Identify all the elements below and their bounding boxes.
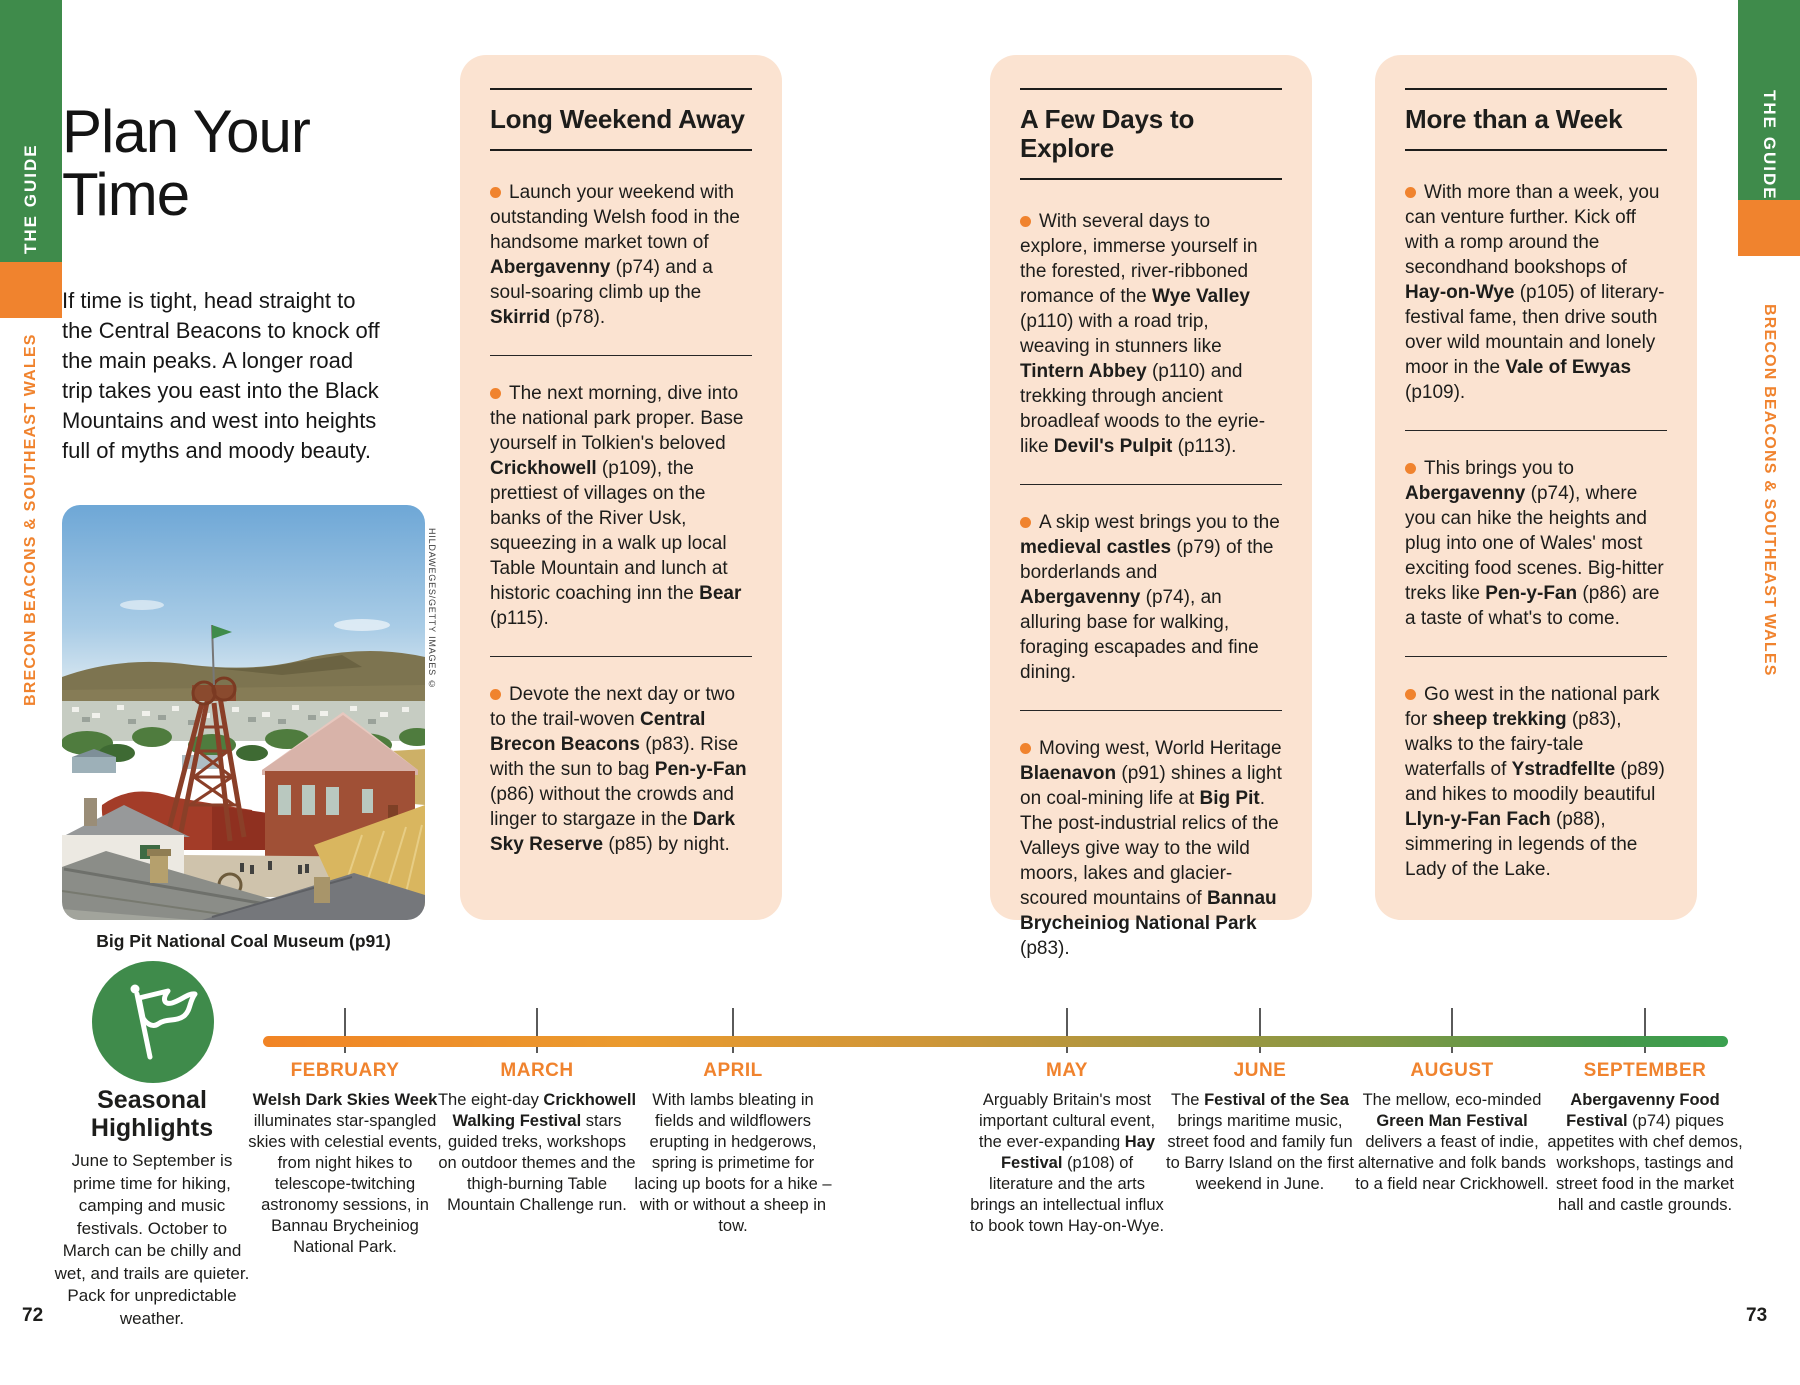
season-timeline-bar [263, 1036, 1728, 1047]
card-header [1020, 88, 1282, 180]
card-title: More than a Week [1405, 104, 1623, 134]
month-label: AUGUST [1410, 1060, 1494, 1081]
card-more-than-week [1375, 55, 1697, 920]
month-text: The eight-day Crickhowell Walking Festival stars guided treks, workshops on outdoor themes and the thigh-burning Table Mountain Challenge run. [437, 1091, 637, 1214]
month-may [967, 1060, 1167, 1237]
seasonal-body: June to September is prime time for hiking, camping and music festivals. October to March can be chilly and wet, and trails are quieter. Pack for unpredictable weather. [54, 1151, 250, 1328]
month-label: MARCH [500, 1060, 574, 1081]
month-text: The Festival of the Sea brings maritime music, street food and family fun to Barry Island on the first weekend in June. [1165, 1091, 1354, 1193]
card-title: A Few Days to Explore [1020, 104, 1195, 163]
page-number-left: 72 [22, 1305, 44, 1326]
month-september [1545, 1060, 1745, 1216]
right-orange-square [1738, 200, 1800, 256]
intro-paragraph: If time is tight, head straight to the Central Beacons to knock off the main peaks. A longer road trip takes you east into the Black Mountains and west into heights full of myths and moody beauty. [62, 288, 380, 463]
card-body [490, 155, 752, 857]
month-april [633, 1060, 833, 1237]
bullet-dot-icon [1020, 216, 1031, 227]
month-label: SEPTEMBER [1583, 1060, 1707, 1081]
month-text: The mellow, eco-minded Green Man Festival delivers a feast of indie, alternative and folk bands to a field near Crickhowell. [1355, 1091, 1549, 1193]
card-title: Long Weekend Away [490, 104, 745, 134]
card-bullet: With more than a week, you can venture further. Kick off with a romp around the secondhand bookshops of Hay-on-Wye (p105) of literary-festival fame, then drive south over wild mountain and lonely moor in the Vale of Ewyas (p109). [1405, 182, 1665, 403]
month-label: JUNE [1233, 1060, 1287, 1081]
bullet-dot-icon [1020, 743, 1031, 754]
card-long-weekend [460, 55, 782, 920]
card-bullet: With several days to explore, immerse yourself in the forested, river-ribboned romance of the Wye Valley (p110) with a road trip, weaving in stunners like Tintern Abbey (p110) and trekking through ancient broadleaf woods to the eyrie-like Devil's Pulpit (p113). [1020, 211, 1266, 457]
bullet-dot-icon [1405, 689, 1416, 700]
bullet-dot-icon [1405, 463, 1416, 474]
card-header [490, 88, 752, 151]
bullet-dot-icon [490, 689, 501, 700]
month-label: FEBRUARY [290, 1060, 400, 1081]
month-label: MAY [1046, 1060, 1088, 1081]
month-label: APRIL [703, 1060, 763, 1081]
card-few-days [990, 55, 1312, 959]
card-bullet: Moving west, World Heritage Blaenavon (p91) shines a light on coal-mining life at Big Pit. The post-industrial relics of the Valleys give way to the wild moors, lakes and glacier-scoured mountains of Bannau Brycheiniog National Park (p83). [1020, 710, 1282, 961]
bullet-dot-icon [1405, 187, 1416, 198]
right-region-label: BRECON BEACONS & SOUTHEAST WALES [1761, 303, 1778, 677]
bullet-dot-icon [490, 187, 501, 198]
card-bullet: The next morning, dive into the national park proper. Base yourself in Tolkien's beloved Crickhowell (p109), the prettiest of villages on the banks of the River Usk, squeezing in a walk up local Table Mountain and lunch at historic coaching inn the Bear (p115). [490, 355, 752, 631]
card-body [1405, 155, 1667, 882]
left-guide-label: THE GUIDE [21, 143, 40, 255]
card-bullet: This brings you to Abergavenny (p74), where you can hike the heights and plug into one of Wales' most exciting food scenes. Big-hitter treks like Pen-y-Fan (p86) are a taste of what's to come. [1405, 430, 1667, 631]
right-guide-label: THE GUIDE [1760, 89, 1779, 201]
month-text: Welsh Dark Skies Week illuminates star-spangled skies with celestial events, from night hikes to telescope-twitching astronomy sessions, in Bannau Brycheiniog National Park. [248, 1091, 442, 1256]
month-june [1160, 1060, 1360, 1195]
card-bullet: A skip west brings you to the medieval castles (p79) of the borderlands and Abergavenny (p74), an alluring base for walking, foraging escapades and fine dining. [1020, 484, 1282, 685]
seasonal-title: Seasonal Highlights [90, 1086, 214, 1142]
month-august [1352, 1060, 1552, 1195]
photo-caption: Big Pit National Coal Museum (p91) [96, 931, 391, 951]
month-text: With lambs bleating in fields and wildflowers erupting in hedgerows, spring is primetime for lacing up boots for a hike – with or without a sheep in tow. [634, 1091, 832, 1235]
month-march [437, 1060, 637, 1216]
bullet-dot-icon [1020, 517, 1031, 528]
page-number-right: 73 [1746, 1305, 1768, 1326]
card-bullet: Launch your weekend with outstanding Welsh food in the handsome market town of Abergavenny (p74) and a soul-soaring climb up the Skirrid (p78). [490, 182, 740, 328]
month-text: Abergavenny Food Festival (p74) piques appetites with chef demos, workshops, tastings and street food in the market hall and castle grounds. [1547, 1091, 1743, 1214]
card-bullet: Devote the next day or two to the trail-woven Central Brecon Beacons (p83). Rise with the sun to bag Pen-y-Fan (p86) without the crowds and linger to stargaze in the Dark Sky Reserve (p85) by night. [490, 656, 752, 857]
card-body [1020, 184, 1282, 961]
bullet-dot-icon [490, 388, 501, 399]
month-text: Arguably Britain's most important cultural event, the ever-expanding Hay Festival (p108) of literature and the arts brings an intellectual influx to book town Hay-on-Wye. [969, 1091, 1165, 1235]
card-bullet: Go west in the national park for sheep trekking (p83), walks to the fairy-tale waterfalls of Ystradfellte (p89) and hikes to moodily beautiful Llyn-y-Fan Fach (p88), simmering in legends of the Lady of the Lake. [1405, 656, 1667, 882]
left-region-label: BRECON BEACONS & SOUTHEAST WALES [22, 333, 39, 707]
left-orange-square [0, 262, 62, 318]
seasonal-flag-icon [92, 961, 214, 1088]
photo-credit: HILDAWEGES/GETTY IMAGES © [427, 528, 437, 691]
month-february [245, 1060, 445, 1258]
big-pit-photo-art [62, 505, 425, 920]
big-pit-photo [62, 505, 425, 920]
card-header [1405, 88, 1667, 151]
page-title: Plan Your Time [62, 98, 310, 228]
